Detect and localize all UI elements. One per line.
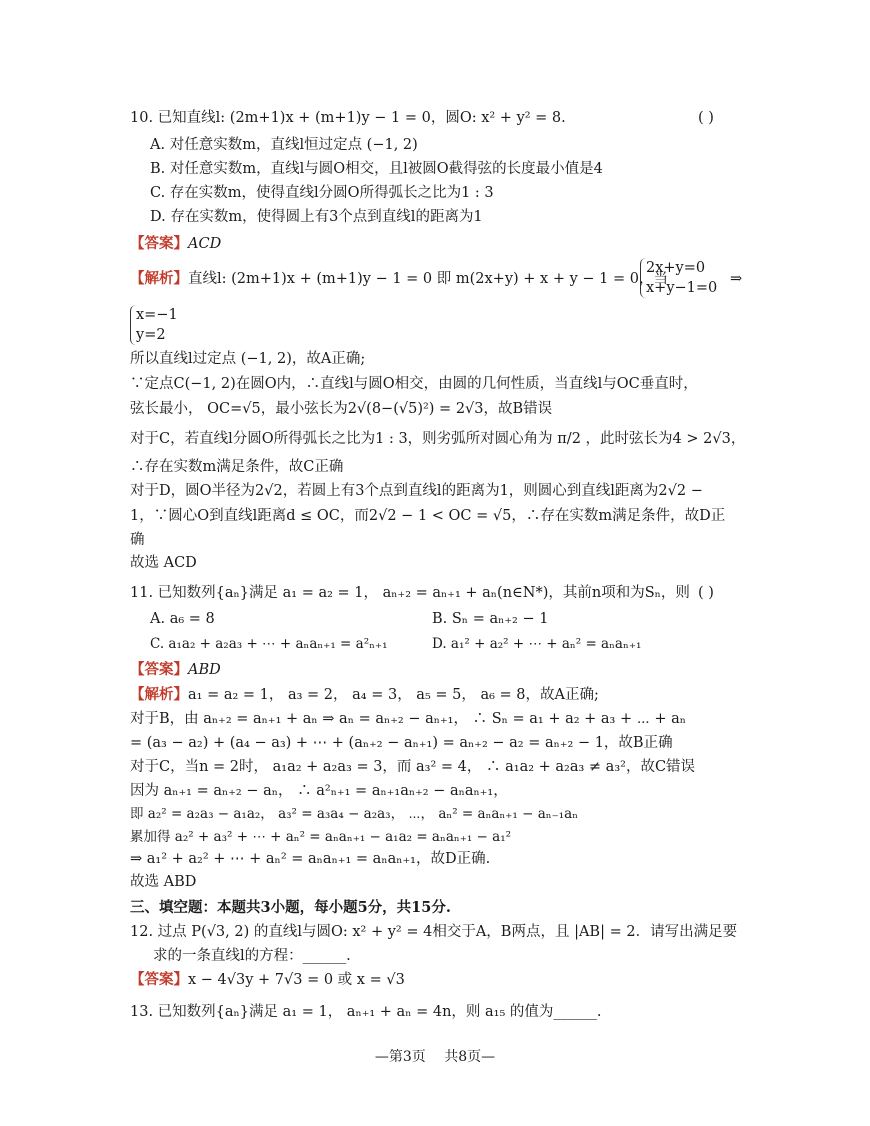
q11-analysis-line: ⇒ a₁² + a₂² + ⋯ + aₙ² = aₙaₙ₊₁ = aₙaₙ₊₁，故D正确. [130,851,491,867]
q10-answer-paren: ( ) [698,110,714,126]
q11-analysis-line: 故选 ABD [130,874,197,890]
q11-analysis-text: a₁ = a₂ = 1， a₃ = 2， a₄ = 3， a₅ = 5， a₆ = 8，故A正确; [188,687,599,703]
q10-analysis-line: ∴存在实数m满足条件，故C正确 [130,459,344,475]
q10-analysis-line: 对于D，圆O半径为2√2，若圆上有3个点到直线l的距离为1，则圆心到直线l距离为2√2 − [130,483,703,499]
system-eq-1: 2x+y=0 [646,260,706,276]
q11-analysis-line: 对于B，由 aₙ₊₂ = aₙ₊₁ + aₙ ⇒ aₙ = aₙ₊₂ − aₙ₊₁， ∴ Sₙ = a₁ + a₂ + a₃ + ⋯ + aₙ [130,711,687,727]
q10-option-c: C. 存在实数m，使得直线l分圆O所得弧长之比为1 : 3 [150,185,494,201]
q10-analysis-line: ∵定点C(−1, 2)在圆O内，∴直线l与圆O相交，由圆的几何性质，当直线l与OC垂直时， [130,376,698,392]
system-eq-2: x+y−1=0 [646,280,718,296]
q11-analysis-line: 因为 aₙ₊₁ = aₙ₊₂ − aₙ， ∴ a²ₙ₊₁ = aₙ₊₁aₙ₊₂ − aₙaₙ₊₁， [130,783,508,799]
q11-option-c: C. a₁a₂ + a₂a₃ + ⋯ + aₙaₙ₊₁ = a²ₙ₊₁ [150,636,388,652]
q11-analysis-line: = (a₃ − a₂) + (a₄ − a₃) + ⋯ + (aₙ₊₂ − aₙ₊₁) = aₙ₊₂ − a₂ = aₙ₊₂ − 1，故B正确 [130,735,673,751]
q10-answer-line [130,234,221,254]
q11-analysis-line1 [130,685,599,705]
q10-answer: ACD [188,236,222,252]
q11-option-b: B. Sₙ = aₙ₊₂ − 1 [432,611,549,627]
q11-analysis-line: 累加得 a₂² + a₃² + ⋯ + aₙ² = aₙaₙ₊₁ − a₁a₂ = aₙaₙ₊₁ − a₁² [130,829,512,845]
q10-analysis-text: 直线l: (2m+1)x + (m+1)y − 1 = 0 即 m(2x+y) + x + y − 1 = 0，当 [188,271,668,287]
q10-analysis-line1 [130,269,668,289]
q10-analysis-line: 1，∵圆心O到直线l距离d ≤ OC，而2√2 − 1 < OC = √5，∴存在实数m满足条件，故D正 [130,508,726,524]
page-footer: —第3页 共8页— [374,1049,496,1065]
analysis-tag: 【解析】 [130,270,188,287]
q11-stem: 11. 已知数列{aₙ}满足 a₁ = a₂ = 1， aₙ₊₂ = aₙ₊₁ + aₙ(n∈N*)，其前n项和为Sₙ，则 [130,585,690,601]
q12-stem: 12. 过点 P(√3, 2) 的直线l与圆O: x² + y² = 4相交于A，B两点，且 |AB| = 2．请写出满足要 [130,924,738,940]
q10-option-d: D. 存在实数m，使得圆上有3个点到直线l的距离为1 [150,209,483,225]
q10-system-1 [640,258,717,298]
q11-analysis-line: 对于C，当n = 2时， a₁a₂ + a₂a₃ = 3，而 a₃² = 4， ∴ a₁a₂ + a₂a₃ ≠ a₃²，故C错误 [130,759,696,775]
q12-stem-cont: 求的一条直线l的方程：______. [153,948,351,964]
q11-option-a: A. a₆ = 8 [150,611,215,627]
q11-analysis-line: 即 a₂² = a₂a₃ − a₁a₂， a₃² = a₃a₄ − a₂a₃， ⋯， aₙ² = aₙaₙ₊₁ − aₙ₋₁aₙ [130,806,579,822]
q13-stem: 13. 已知数列{aₙ}满足 a₁ = 1， aₙ₊₁ + aₙ = 4n，则 a₁₅ 的值为______. [130,1004,602,1020]
q10-system-2 [130,305,178,345]
q10-analysis-line: 对于C，若直线l分圆O所得弧长之比为1 : 3，则劣弧所对圆心角为 π/2 ，此时弦长为4 > 2√3， [130,431,746,447]
q11-option-d: D. a₁² + a₂² + ⋯ + aₙ² = aₙaₙ₊₁ [432,636,642,652]
q11-answer-line [130,660,221,680]
q10-analysis-line: 确 [130,532,145,548]
q10-stem: 10. 已知直线l: (2m+1)x + (m+1)y − 1 = 0，圆O: x² + y² = 8. [130,110,566,126]
answer-tag: 【答案】 [130,971,188,988]
section-heading: 三、填空题：本题共3小题，每小题5分，共15分. [130,899,451,916]
q10-option-a: A. 对任意实数m，直线l恒过定点 (−1, 2) [150,137,418,153]
q10-analysis-line: 故选 ACD [130,555,197,571]
analysis-tag: 【解析】 [130,686,188,703]
q10-analysis-line: 弦长最小， OC=√5，最小弦长为2√(8−(√5)²) = 2√3，故B错误 [130,401,553,417]
q12-answer-line [130,970,405,990]
q11-answer: ABD [188,662,221,678]
implies-arrow: ⇒ [730,271,743,287]
q10-option-b: B. 对任意实数m，直线l与圆O相交，且l被圆O截得弦的长度最小值是4 [150,161,603,177]
q12-answer: x − 4√3y + 7√3 = 0 或 x = √3 [188,972,405,988]
system-eq-2: y=2 [136,327,166,343]
answer-tag: 【答案】 [130,235,188,252]
answer-tag: 【答案】 [130,661,188,678]
q11-answer-paren: ( ) [698,585,714,601]
q10-analysis-line: 所以直线l过定点 (−1, 2)，故A正确; [130,351,366,367]
system-eq-1: x=−1 [136,307,178,323]
